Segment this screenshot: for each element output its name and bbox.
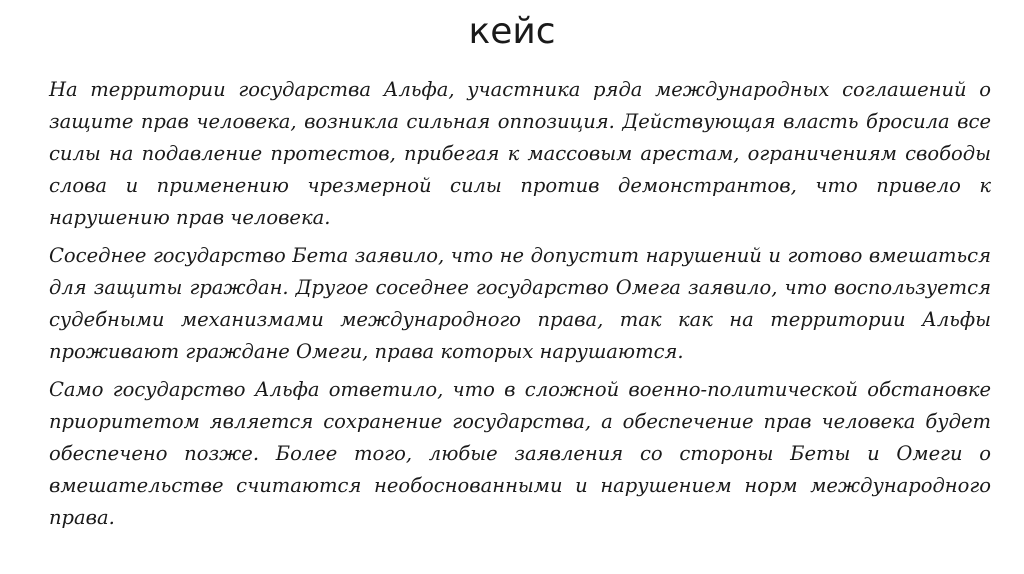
case-paragraph-2: Соседнее государство Бета заявило, что не допустит нарушений и готово вмешаться для защиты граждан. Другое соседнее государство Омега заявило, что воспользуется судебными механизмами международного права, так как на территории Альфы проживают граждане Омеги, права которых нарушаются. [49, 244, 991, 363]
case-paragraph-1: На территории государства Альфа, участника ряда международных соглашений о защите прав человека, возникла сильная оппозиция. Действующая власть бросила все силы на подавление протестов, прибегая к массовым арестам, ограничениям свободы слова и применению чрезмерной силы против демонстрантов, что привело к нарушению прав человека. [49, 78, 991, 229]
slide-body [49, 74, 991, 540]
case-paragraph-3: Само государство Альфа ответило, что в сложной военно-политической обстановке приоритетом является сохранение государства, а обеспечение прав человека будет обеспечено позже. Более того, любые заявления со стороны Беты и Омеги о вмешательстве считаются необоснованными и нарушением норм международного права. [49, 378, 991, 529]
slide-title: кейс [468, 11, 556, 52]
